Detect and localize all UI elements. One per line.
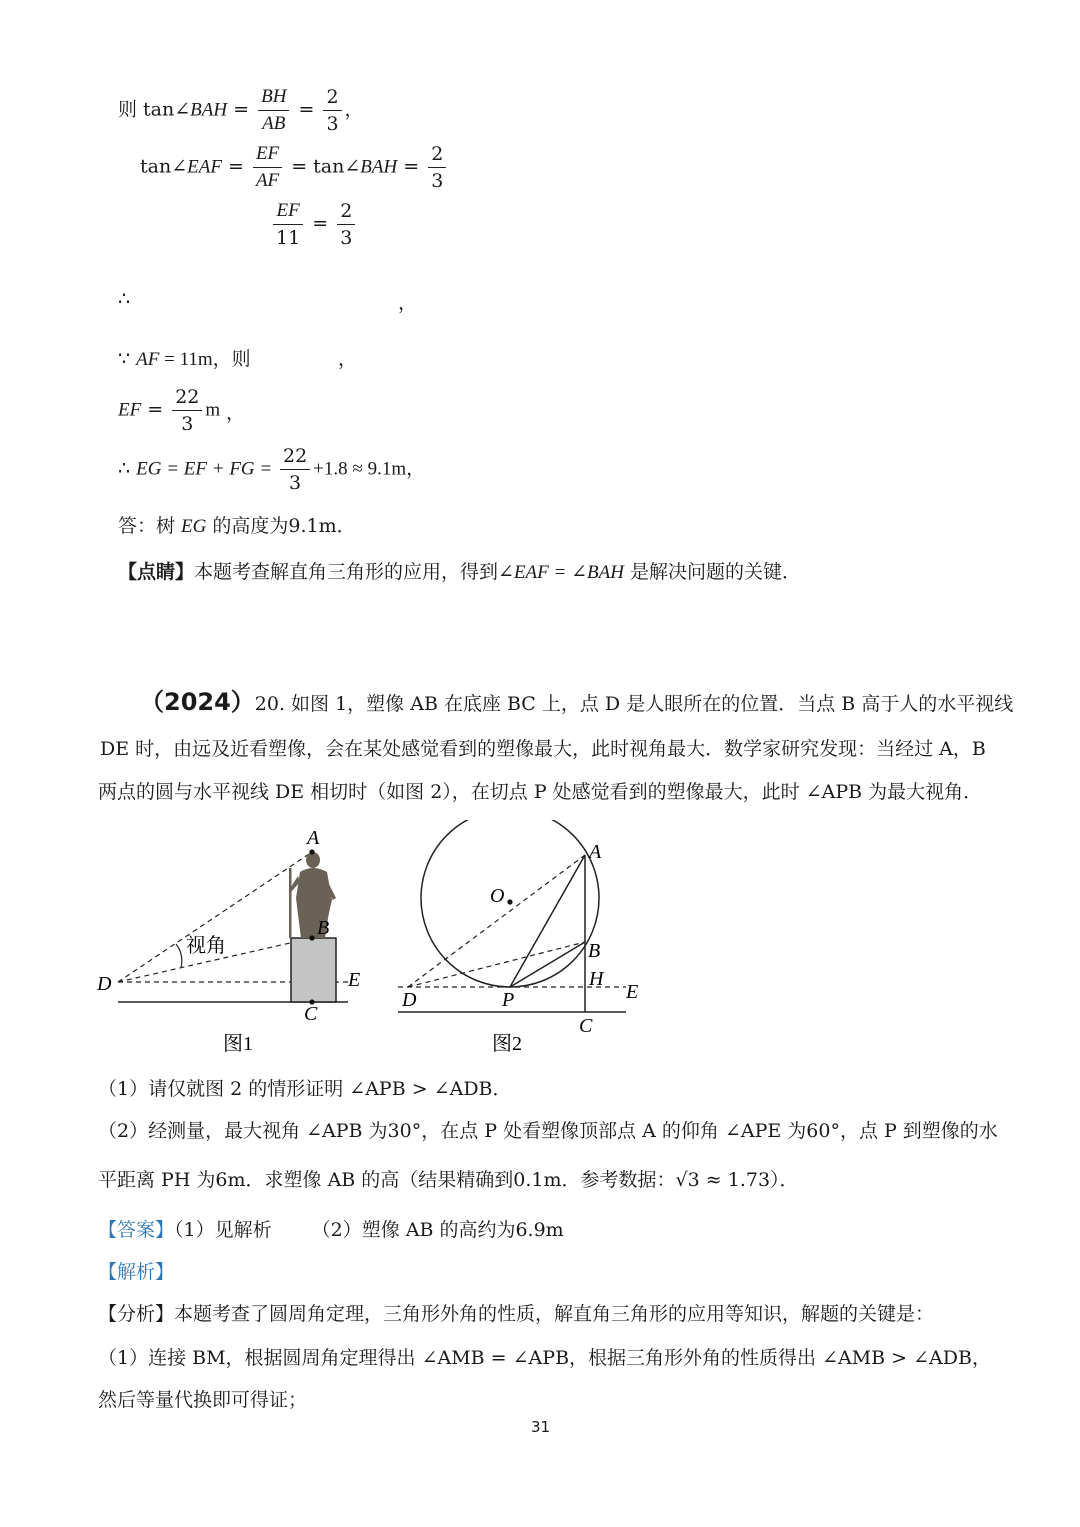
- numerator: 2: [337, 198, 355, 225]
- segment-pb: [510, 942, 585, 987]
- sight-line-da: [118, 852, 312, 982]
- eq-tan-bah: [118, 84, 364, 137]
- point-a: [309, 849, 314, 854]
- problem-year: （2024）: [140, 688, 255, 716]
- comment-angles: ∠EAF = ∠BAH: [498, 562, 624, 583]
- label-p: P: [502, 989, 515, 1011]
- problem-first-line: [140, 682, 1013, 717]
- question-1: （1）请仅就图 2 的情形证明 ∠APB > ∠ADB．: [98, 1078, 512, 1100]
- answer-line: [118, 511, 356, 538]
- fenxi-text: 本题考查了圆周角定理，三角形外角的性质，解直角三角形的应用等知识，解题的关键是：: [174, 1303, 935, 1325]
- eq-prefix: tan∠: [140, 155, 188, 178]
- numerator: 22: [280, 443, 310, 470]
- fraction-2-3: [428, 141, 446, 194]
- numerator: 2: [323, 84, 341, 111]
- question-2-line-2: 平距离 PH 为6m．求塑像 AB 的高（结果精确到0.1m．参考数据：√3 ≈ 1.73）．: [98, 1169, 799, 1191]
- because-rest: = 11m，则: [159, 349, 251, 370]
- eq-angle: BAH: [190, 99, 228, 121]
- eg-rest: +1.8 ≈ 9.1m，: [313, 458, 426, 480]
- eq-equals: =: [221, 155, 250, 178]
- fenxi-tag: 【分析】: [98, 1303, 175, 1325]
- problem-line-3: 两点的圆与水平视线 DE 相切时（如图 2），在切点 P 处感觉看到的塑像最大，此时 ∠APB 为最大视角．: [98, 781, 983, 803]
- eq-equals: =: [292, 98, 321, 121]
- pedestal-bc: [291, 938, 336, 1002]
- page-number: 31: [531, 1418, 551, 1436]
- comment-tag: 【点睛】: [118, 561, 195, 583]
- denominator: 3: [289, 472, 302, 494]
- unit: m: [205, 399, 221, 421]
- var-ef: EF: [118, 399, 142, 421]
- label-d: D: [97, 973, 112, 995]
- eq-angle: BAH: [360, 156, 398, 178]
- eq-equals: =: [397, 155, 426, 178]
- eq-equals: =: [141, 398, 170, 421]
- denominator: AB: [262, 113, 286, 134]
- ef-comma: ，: [226, 402, 246, 424]
- fraction-ef-af: [253, 141, 282, 194]
- sight-line-da: [408, 855, 585, 987]
- because-symbol: ∵: [118, 348, 137, 370]
- because-comma: ，: [338, 348, 358, 370]
- fraction-bh-ab: [258, 84, 289, 137]
- therefore-symbol: ∴: [118, 288, 131, 310]
- denominator: 11: [276, 227, 301, 249]
- answer-part-1: （1）见解析: [174, 1219, 272, 1241]
- var-af: AF: [136, 349, 160, 370]
- eq-tan-eaf: [140, 141, 449, 194]
- figure-1-caption: 图1: [223, 1033, 253, 1055]
- eq-equals: =: [306, 212, 335, 235]
- answer-prefix: 答：树: [118, 515, 182, 537]
- label-o: O: [490, 885, 505, 907]
- label-c: C: [304, 1003, 318, 1025]
- label-e: E: [348, 969, 361, 991]
- ef-line: [118, 384, 220, 437]
- label-b: B: [317, 917, 330, 939]
- point-b: [309, 935, 314, 940]
- numerator: 22: [172, 384, 202, 411]
- fraction-22-3: [172, 384, 202, 437]
- comment-line: [118, 557, 801, 584]
- fenxi-line: [98, 1299, 934, 1326]
- eq-equals: =: [227, 98, 256, 121]
- step-1-line-1: （1）连接 BM，根据圆周角定理得出 ∠AMB = ∠APB，根据三角形外角的性质得出 ∠AMB > ∠ADB，: [98, 1347, 991, 1369]
- point-o: [507, 899, 512, 904]
- label-a: A: [589, 841, 602, 863]
- eq-suffix: ，: [344, 98, 364, 121]
- answer-part-2: （2）塑像 AB 的高约为6.9m: [311, 1219, 564, 1241]
- numerator: BH: [258, 84, 289, 111]
- therefore-comma: ，: [398, 292, 418, 314]
- figure-2-caption: 图2: [492, 1033, 522, 1055]
- fraction-22-3: [280, 443, 310, 496]
- eg-line: [118, 443, 425, 496]
- view-angle-arc: [176, 944, 182, 968]
- label-e: E: [626, 981, 639, 1003]
- label-h: H: [589, 968, 604, 990]
- figure-2: [390, 820, 650, 1060]
- eq-ef-11: [270, 198, 358, 251]
- segment-pa: [510, 855, 585, 987]
- var-eg: EG: [181, 516, 207, 537]
- denominator: 3: [326, 113, 339, 135]
- numerator: 2: [428, 141, 446, 168]
- eq-angle: EAF: [187, 156, 222, 178]
- comment-text2: 是解决问题的关键．: [623, 561, 801, 583]
- fraction-2-3: [323, 84, 341, 137]
- numerator: EF: [273, 198, 303, 225]
- answer-rest: 的高度为9.1m．: [206, 515, 356, 537]
- therefore-symbol: ∴: [118, 457, 137, 480]
- figure-1: [90, 820, 380, 1060]
- problem-line-2: DE 时，由远及近看塑像，会在某处感觉看到的塑像最大，此时视角最大．数学家研究发现：当经过 A，B: [100, 738, 986, 760]
- comment-text1: 本题考查解直角三角形的应用，得到: [194, 561, 499, 583]
- denominator: 3: [181, 413, 194, 435]
- eg-lhs: EG = EF + FG =: [136, 458, 277, 480]
- eq-mid: = tan∠: [285, 155, 361, 178]
- label-view-angle: 视角: [186, 935, 226, 957]
- because-line: [118, 344, 251, 371]
- analysis-tag: 【解析】: [98, 1261, 175, 1283]
- denominator: 3: [340, 227, 353, 249]
- label-d: D: [402, 989, 417, 1011]
- eq-prefix: 则 tan∠: [118, 98, 191, 121]
- answer-line: [98, 1215, 564, 1242]
- label-b: B: [588, 940, 601, 962]
- sight-line-db: [408, 942, 585, 987]
- label-c: C: [579, 1015, 593, 1037]
- numerator: EF: [253, 141, 282, 168]
- fraction-ef-11: [273, 198, 303, 251]
- step-1-line-2: 然后等量代换即可得证；: [98, 1389, 308, 1411]
- denominator: 3: [431, 170, 444, 192]
- question-2-line-1: （2）经测量，最大视角 ∠APB 为30°，在点 P 处看塑像顶部点 A 的仰角 ∠APE 为60°，点 P 到塑像的水: [98, 1120, 998, 1142]
- label-a: A: [307, 827, 320, 849]
- answer-tag: 【答案】: [98, 1219, 175, 1241]
- fraction-2-3: [337, 198, 355, 251]
- denominator: AF: [255, 170, 280, 191]
- problem-line-1: 20. 如图 1，塑像 AB 在底座 BC 上，点 D 是人眼所在的位置．当点 B 高于人的水平视线: [254, 693, 1014, 715]
